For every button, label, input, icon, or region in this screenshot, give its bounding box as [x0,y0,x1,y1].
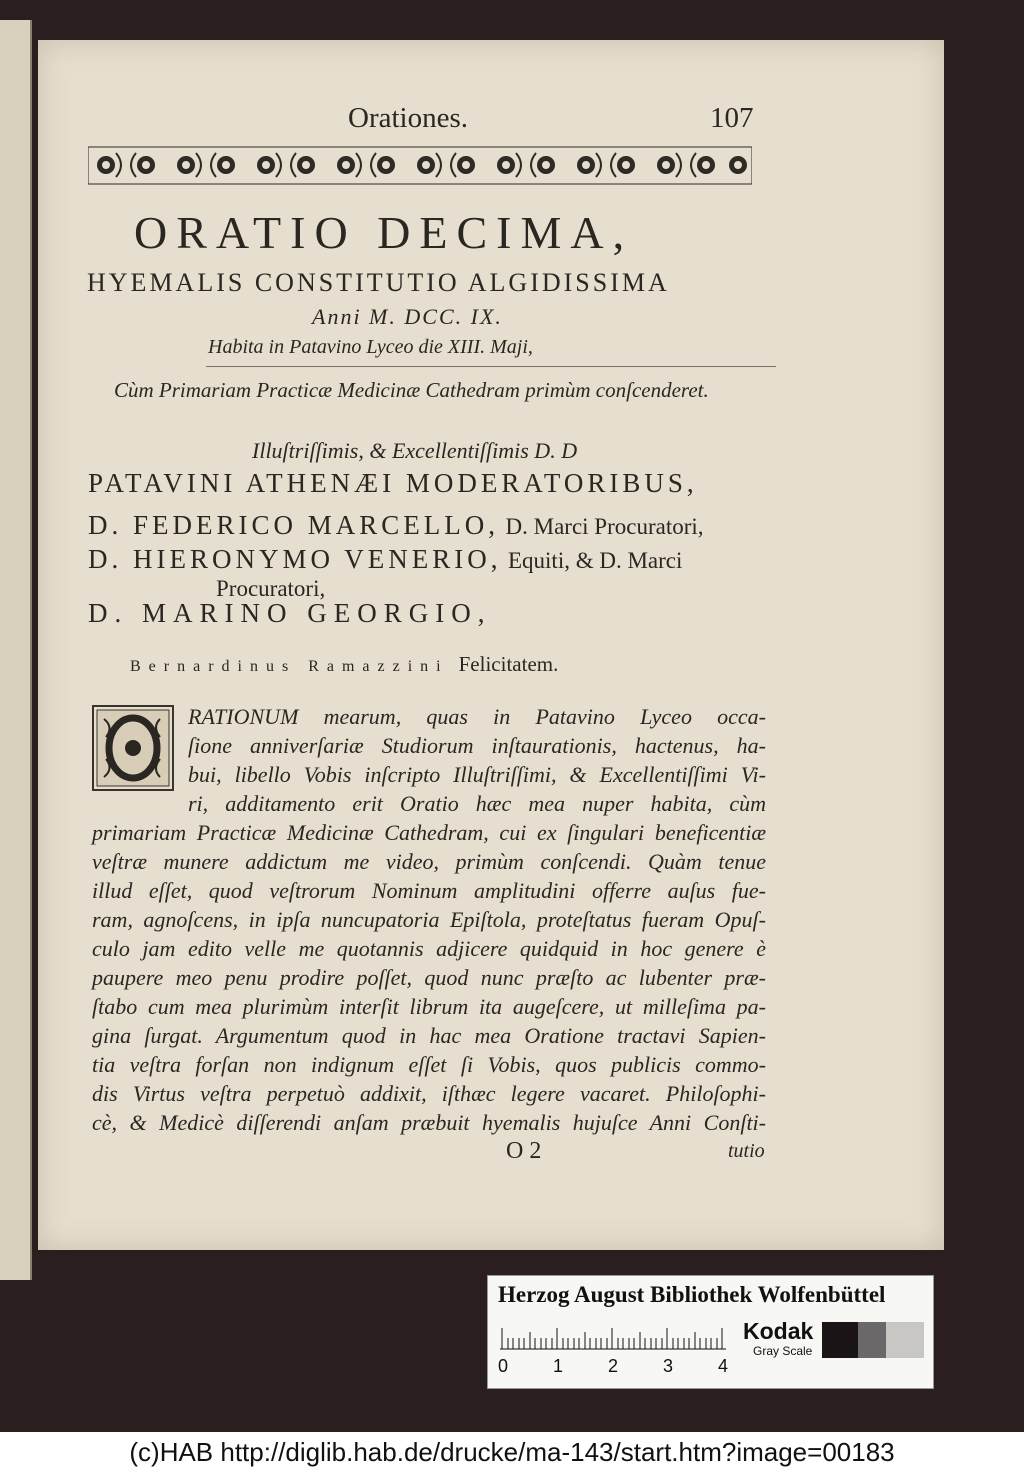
dedication-line5: D. MARINO GEORGIO, [88,598,492,628]
drop-cap-ornament-icon [94,707,172,789]
body-line-8: ram, agnoſcens, in ipſa nuncupatoria Epiſtola, proteſtatus fueram Opuſ- [92,907,766,932]
dedication-line3-name: D. HIERONYMO VENERIO, [88,544,502,574]
dedication-line2 [88,510,704,541]
body-line-7: illud eſſet, quod veſtrorum Nominum amplitudini offerre auſus fue- [92,878,766,903]
oration-title: ORATIO DECIMA, [134,207,634,258]
ornament-band [88,143,752,188]
library-color-label [487,1275,934,1389]
running-title: Orationes. [348,102,468,134]
oration-subtitle: HYEMALIS CONSTITUTIO ALGIDISSIMA [87,268,670,297]
previous-page-edge [0,20,32,1280]
dedication-line3-rest: Equiti, & D. Marci [507,548,683,573]
greeting-word: Felicitatem. [458,652,559,676]
body-line-4: ri, additamento erit Oratio hæc mea nuper habita, cùm [188,791,766,816]
catchword: tutio [728,1140,765,1162]
greeting-name: Bernardinus Ramazzini [130,658,449,675]
body-line-14: dis Virtus veſtra perpetuò addixit, iſthæc legere vacaret. Philoſophi- [92,1081,766,1106]
source-url-footer: (c)HAB http://diglib.hab.de/drucke/ma-143/start.htm?image=00183 [0,1432,1024,1470]
oration-year: Anni M. DCC. IX. [312,304,503,329]
body-line-2: ſione anniverſariæ Studiorum inſtaurationis, hactenus, ha- [188,733,766,758]
drop-cap-initial [92,705,174,791]
body-line-5: primariam Practicæ Medicinæ Cathedram, cui ex ſingulari beneficentiæ [92,820,766,845]
body-line-6: veſtræ munere addictum me video, primùm conſcendi. Quàm tenue [92,849,766,874]
kodak-brand: Kodak [743,1318,814,1344]
ruler-number-3: 3 [663,1356,674,1376]
ruler-number-1: 1 [553,1356,564,1376]
rule [206,366,776,367]
body-line-10: paupere meo penu prodire poſſet, quod nunc præſto ac lubenter præ- [92,965,766,990]
body-line-15: cè, & Medicè diſſerendi anſam præbuit hyemalis hujuſce Anni Conſti- [92,1110,766,1135]
gray-scale-caption: Gray Scale [753,1344,813,1358]
signature-mark: O 2 [506,1138,542,1164]
dedication-line4: Procuratori, [216,576,326,601]
body-line-13: tia veſtra forſan non indignum eſſet ſi Vobis, quos publicis commo- [92,1052,766,1077]
dedication-line2-rest: D. Marci Procuratori, [505,514,704,539]
ruler-number-0: 0 [498,1356,509,1376]
body-line-9: culo jam edito velle me quotannis adjicere quidquid in hoc genere è [92,936,766,961]
ruler-number-2: 2 [608,1356,619,1376]
body-line-1: RATIONUM mearum, quas in Patavino Lyceo occa- [188,704,766,729]
library-name: Herzog August Bibliothek Wolfenbüttel [498,1282,886,1307]
body-line-11: ſtabo cum mea plurimùm interſit librum ita augeſcere, ut milleſima pa- [92,994,766,1019]
dedication-line3 [88,544,682,575]
oration-habita: Habita in Patavino Lyceo die XIII. Maji, [208,336,533,358]
swatch-black [822,1322,860,1358]
dedication-illustr: Illuſtriſſimis, & Excellentiſſimis D. D [252,438,578,463]
ruler-number-4: 4 [718,1356,729,1376]
swatch-light-gray [886,1322,924,1358]
dedication-line1: PATAVINI ATHENÆI MODERATORIBUS, [88,468,698,498]
page-number: 107 [710,102,754,134]
dedication-line2-name: D. FEDERICO MARCELLO, [88,510,500,540]
body-line-3: bui, libello Vobis inſcripto Illuſtriſſimi, & Excellentiſſimi Vi- [188,762,766,787]
oration-cum: Cùm Primariam Practicæ Medicinæ Cathedram primùm conſcenderet. [114,378,709,402]
body-line-12: gina ſurgat. Argumentum quod in hac mea Oratione tractavi Sapien- [92,1023,766,1048]
ruler-scale [500,1320,726,1350]
book-page [38,40,944,1250]
greeting [130,652,558,677]
